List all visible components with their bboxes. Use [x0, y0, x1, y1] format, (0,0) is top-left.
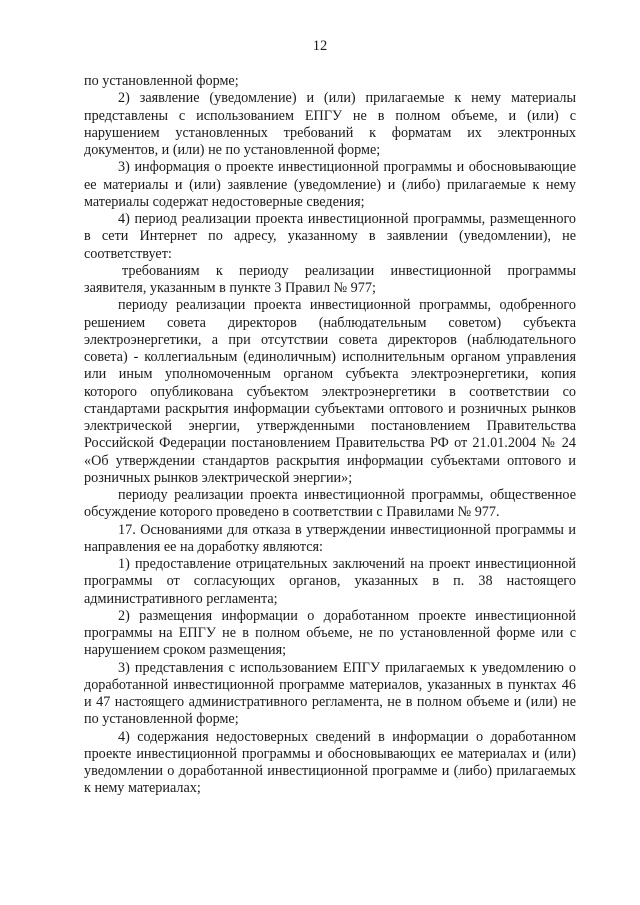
document-body — [84, 73, 576, 798]
page-number: 12 — [312, 38, 328, 54]
paragraph-17-item-3: 3) представления с использованием ЕПГУ прилагаемых к уведомлению о доработанной инвестиционной программе материалов, указанных в пунктах 46 и 47 настоящего административного регламента, не в полном объеме и (или) не по установленной форме; — [84, 659, 576, 728]
paragraph-section-17: 17. Основаниями для отказа в утверждении инвестиционной программы и направления ее на доработку являются: — [84, 521, 576, 555]
paragraph-item-3: 3) информация о проекте инвестиционной программы и обосновывающие ее материалы и (или) заявление (уведомление) и (либо) прилагаемые к нему материалы содержат недостоверные сведения; — [84, 159, 576, 210]
paragraph-requirements: требованиям к периоду реализации инвестиционной программы заявителя, указанным в пункте 3 Правил № 977; — [84, 262, 576, 296]
paragraph-17-item-4: 4) содержания недостоверных сведений в информации о доработанном проекте инвестиционной программы и обосновывающих ее материалах и (или) уведомлении о доработанной инвестиционной программе и (либо) прилагаемых к нему материалах; — [84, 728, 576, 797]
paragraph-17-item-2: 2) размещения информации о доработанном проекте инвестиционной программы на ЕПГУ не в полном объеме, не по установленной форме или с нарушением сроком размещения; — [84, 607, 576, 659]
paragraph-item-2: 2) заявление (уведомление) и (или) прилагаемые к нему материалы представлены с использованием ЕПГУ не в полном объеме, и (или) с нарушением установленных требований к форматам их электронных документов, и (или) не по установленной форме; — [84, 90, 576, 158]
paragraph-period-board: периоду реализации проекта инвестиционной программы, одобренного решением совета директоров (наблюдательным советом) субъекта электроэнергетики, а при отсутствии совета директоров (наблюдательного совета) - коллегиальным (единоличным) исполнительным органом управления или иным уполномоченным органом субъекта электроэнергетики, копия которого опубликована субъектом электроэнергетики в соответствии со стандартами раскрытия информации субъектами оптового и розничных рынков электрической энергии, утвержденными постановлением Правительства Российской Федерации постановлением Правительства РФ от 21.01.2004 № 24 «Об утверждении стандартов раскрытия информации субъектами оптового и розничных рынков электрической энергии»; — [84, 297, 576, 486]
paragraph-period-discussion: периоду реализации проекта инвестиционной программы, общественное обсуждение которого проведено в соответствии с Правилами № 977. — [84, 487, 576, 521]
paragraph-17-item-1: 1) предоставление отрицательных заключений на проект инвестиционной программы от согласующих органов, указанных в п. 38 настоящего административного регламента; — [84, 556, 576, 607]
paragraph-item-4: 4) период реализации проекта инвестиционной программы, размещенного в сети Интернет по адресу, указанному в заявлении (уведомлении), не соответствует: — [84, 211, 576, 262]
paragraph-continuation: по установленной форме; — [84, 73, 239, 89]
